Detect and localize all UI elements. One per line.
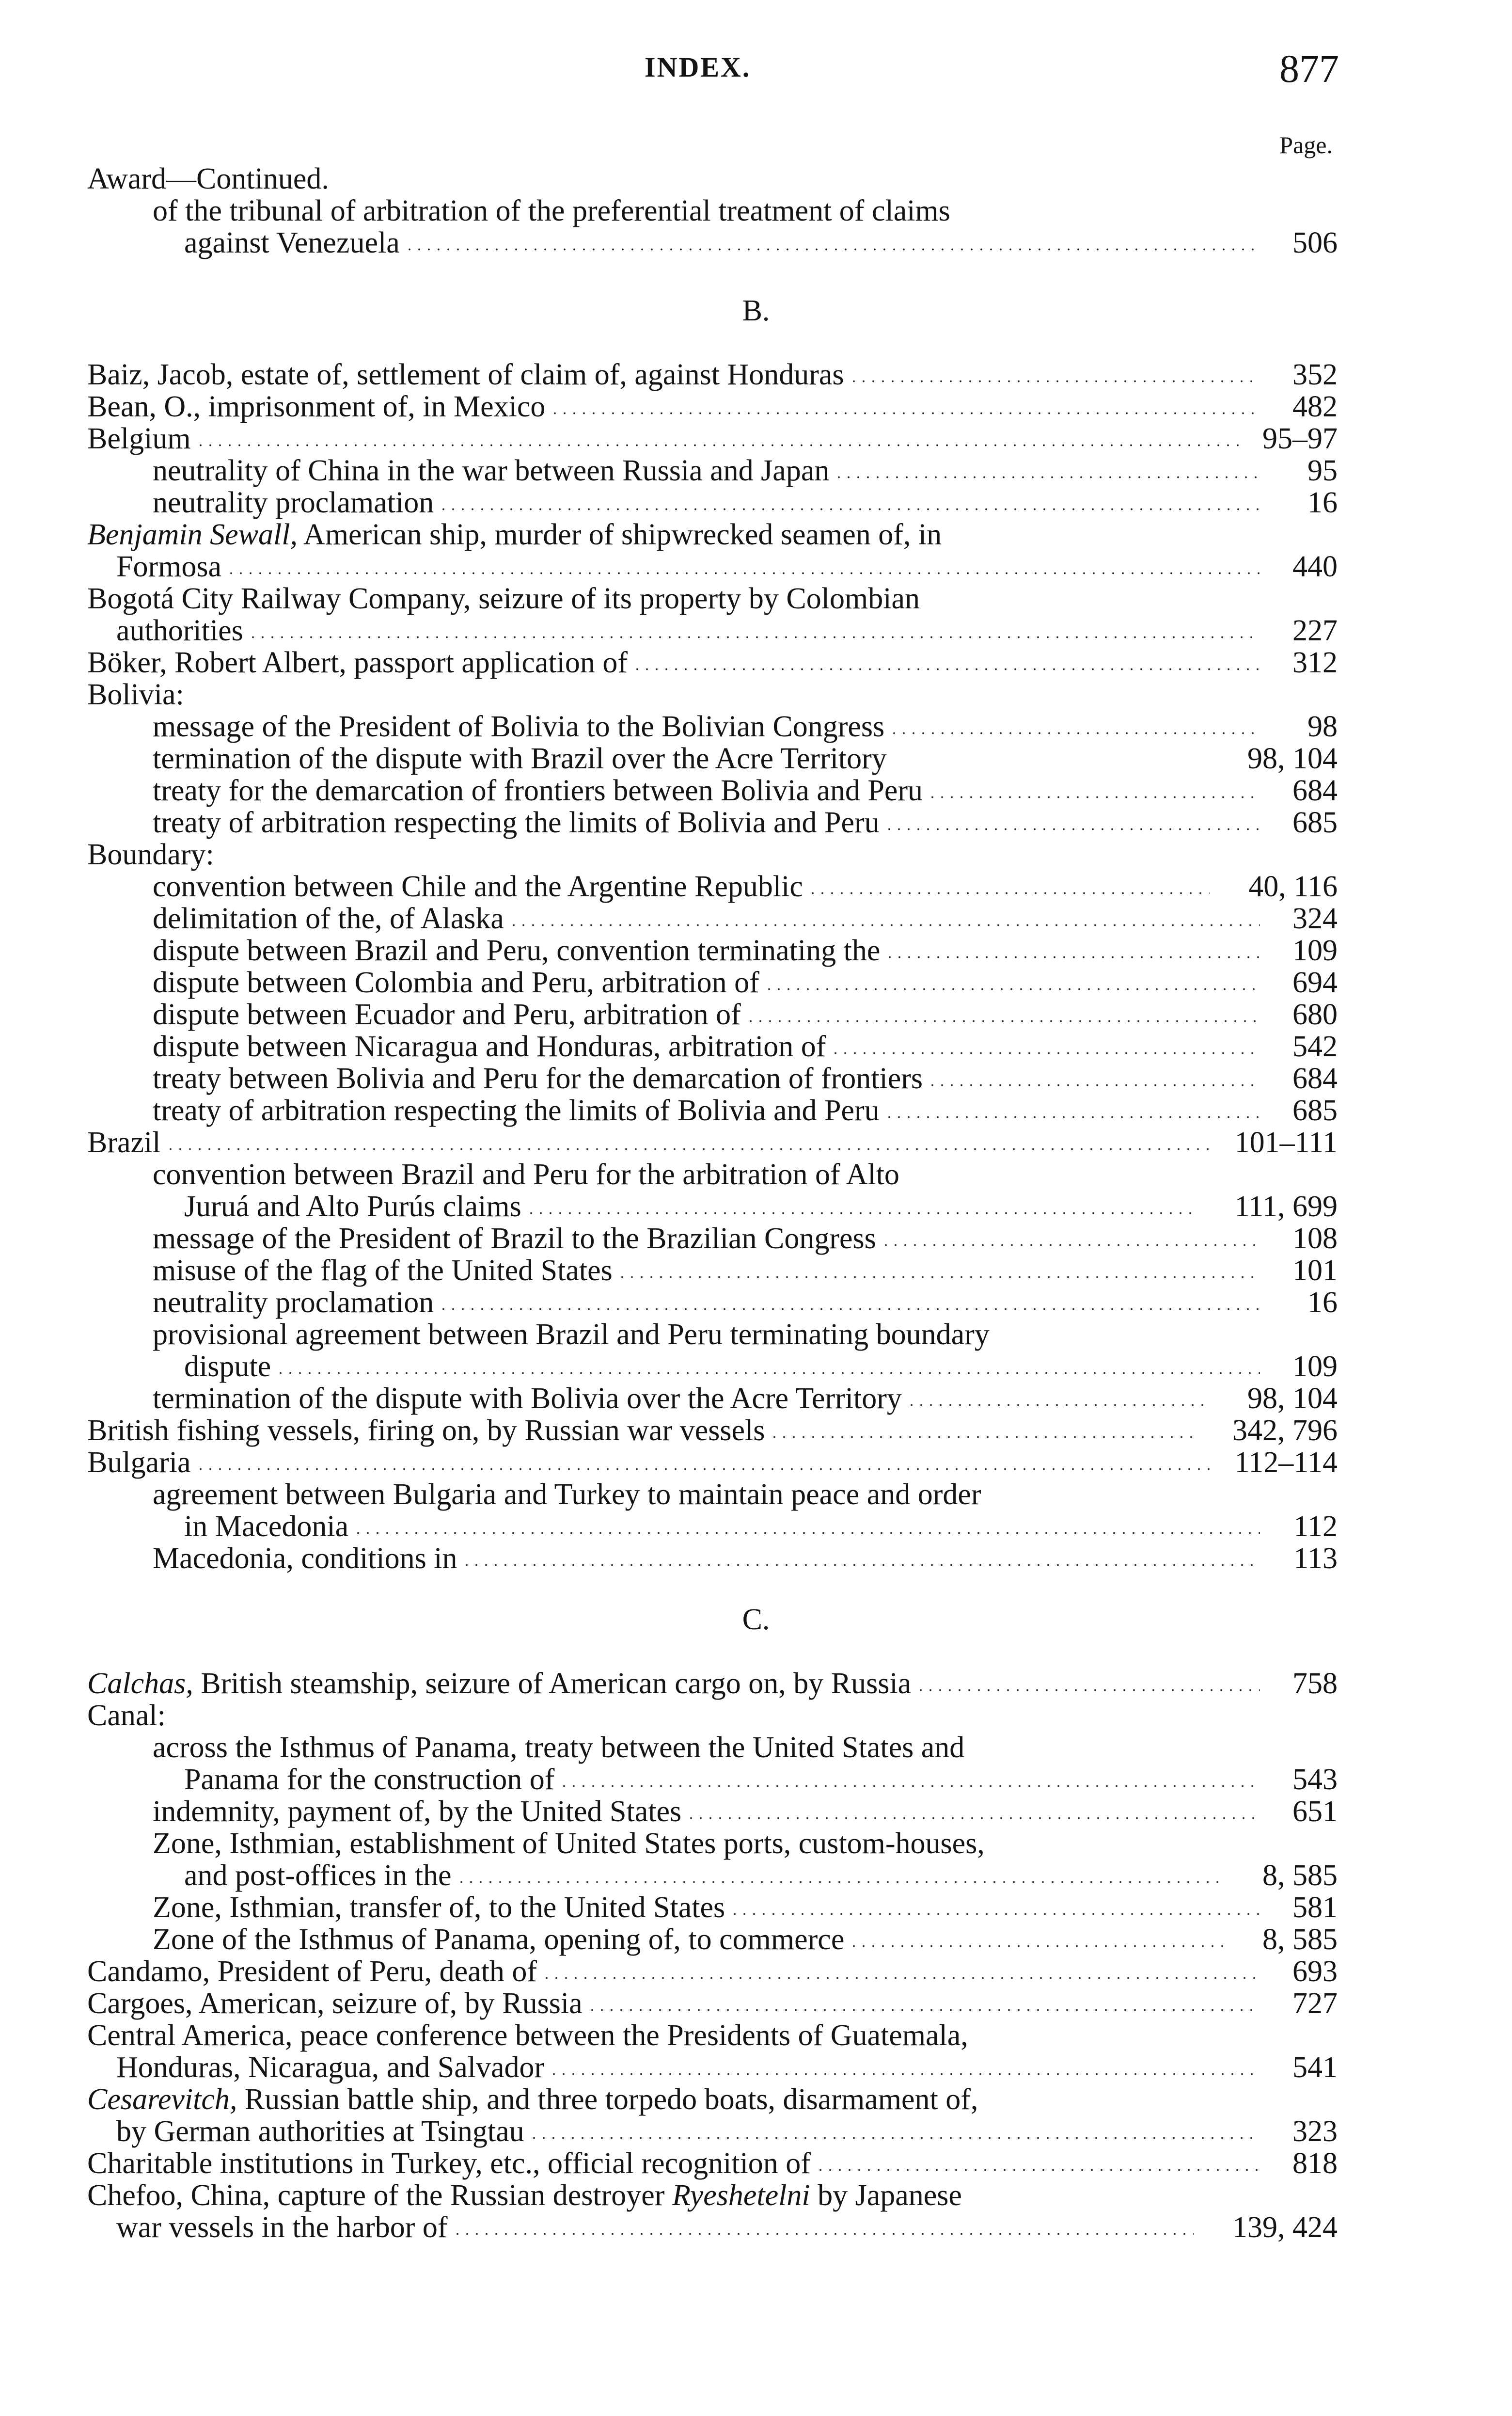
running-title: INDEX. <box>645 51 751 83</box>
page-number: 877 <box>1279 47 1339 91</box>
section-letter-c: C. <box>742 1603 770 1636</box>
section-letter-b: B. <box>742 294 770 327</box>
page-column-label: Page. <box>1279 131 1333 159</box>
page-header <box>0 46 1512 95</box>
